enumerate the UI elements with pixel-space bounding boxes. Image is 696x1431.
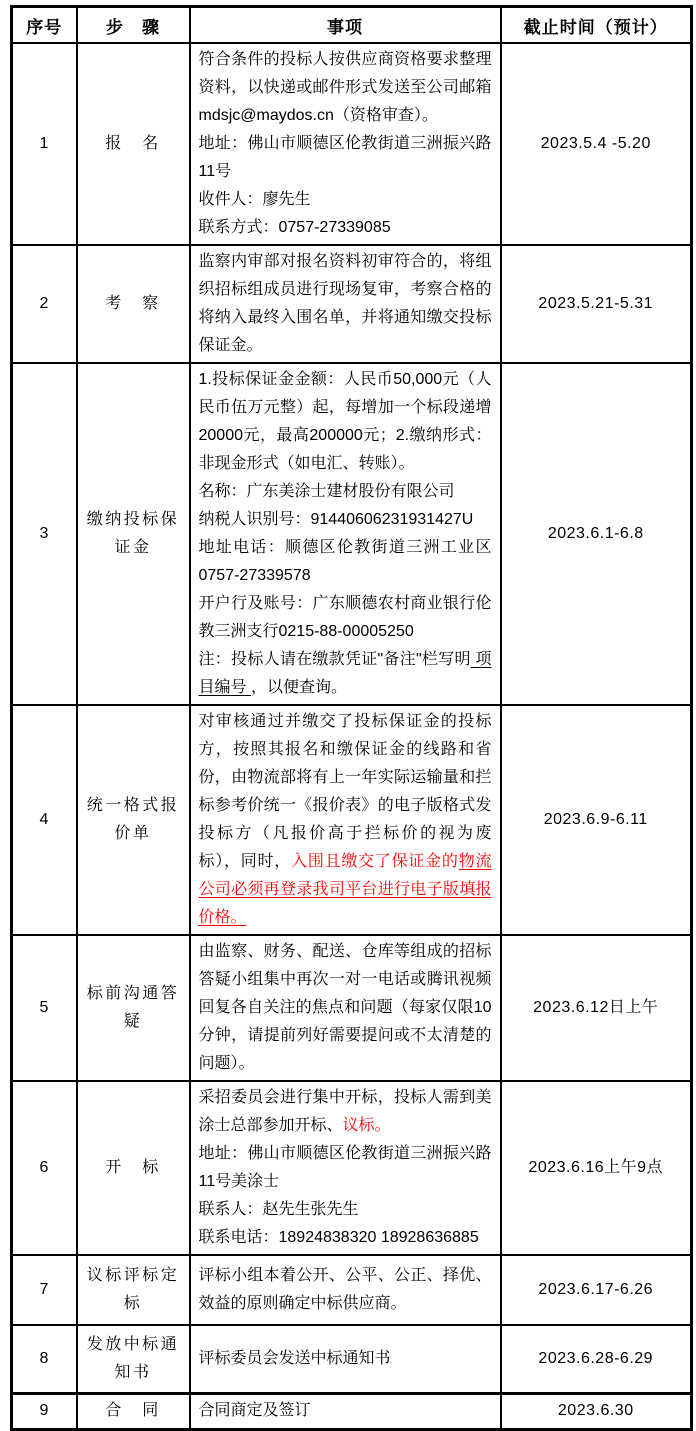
highlighted-text: 议标。 [342,1117,391,1134]
items-cell [190,245,501,363]
table-header-row [12,7,692,44]
item-paragraph [199,186,492,214]
table-row [12,363,692,705]
highlighted-text: 物流公司必须再登录我司平台进行电子版填报价格。 [198,853,492,926]
item-text: 对审核通过并缴交了投标保证金的投标方，按照其报名和缴保证金的线路和省份，由物流部将有上一年实际运输量和拦标参考价统一《报价表》的电子版格式发投标方（凡报价高于拦标价的视为废标），同时， [198,713,492,870]
items-cell [190,935,501,1081]
bidding-schedule-table [10,5,693,1431]
items-cell [190,1255,501,1325]
header-seq: 序号 [12,7,77,44]
step-cell: 缴纳投标保证金 [77,363,190,705]
table-row [12,1255,692,1325]
item-paragraph [199,1196,492,1224]
step-cell: 议标评标定标 [77,1255,190,1325]
table-row [12,43,692,245]
item-text: 项目编号 [198,651,492,696]
seq-cell: 9 [12,1393,77,1429]
item-paragraph [199,366,492,478]
table-row [12,1081,692,1255]
step-cell: 合 同 [77,1393,190,1429]
items-cell [190,363,501,705]
table-row [12,705,692,935]
items-cell [190,43,501,245]
items-cell [190,705,501,935]
seq-cell: 8 [12,1325,77,1393]
step-cell: 考 察 [77,245,190,363]
item-text: 联系人：赵先生张先生 [198,1201,359,1218]
item-paragraph [199,214,492,242]
item-text: 符合条件的投标人按供应商资格要求整理资料，以快递或邮件形式发送至公司邮箱mdsjc@maydos.cn（资格审查）。 [198,51,492,124]
item-text: 采招委员会进行集中开标，投标人需到美涂士总部参加开标、 [198,1089,492,1134]
seq-cell: 5 [12,935,77,1081]
table-row [12,935,692,1081]
deadline-cell: 2023.5.21-5.31 [501,245,692,363]
header-deadline: 截止时间（预计） [501,7,692,44]
step-cell: 标前沟通答疑 [77,935,190,1081]
items-cell [190,1081,501,1255]
item-text: 纳税人识别号：91440606231931427U [198,511,474,528]
seq-cell: 1 [12,43,77,245]
item-paragraph [199,478,492,506]
item-paragraph [199,646,492,702]
deadline-cell: 2023.6.28-6.29 [501,1325,692,1393]
item-text: 联系方式：0757-27339085 [198,219,391,236]
item-text: 合同商定及签订 [198,1402,311,1419]
seq-cell: 4 [12,705,77,935]
item-paragraph [199,1345,492,1373]
item-text: 评标委员会发送中标通知书 [198,1349,391,1367]
item-text: ，以便查询。 [250,679,347,696]
item-text: 联系电话：18924838320 18928636885 [198,1229,479,1246]
item-paragraph [199,130,492,186]
item-paragraph [199,248,492,360]
deadline-cell: 2023.5.4 -5.20 [501,43,692,245]
item-paragraph [199,708,492,932]
items-cell [190,1325,501,1393]
item-text: 开户行及账号：广东顺德农村商业银行伦教三洲支行0215-88-00005250 [198,595,492,640]
item-paragraph [199,1397,492,1425]
table-row [12,245,692,363]
table-row [12,1393,692,1429]
deadline-cell: 2023.6.17-6.26 [501,1255,692,1325]
item-text: 1.投标保证金金额：人民币50,000元（人民币伍万元整）起，每增加一个标段递增20000元，最高200000元；2.缴纳形式：非现金形式（如电汇、转账）。 [198,371,492,472]
item-text: 监察内审部对报名资料初审符合的，将组织招标组成员进行现场复审，考察合格的将纳入最终入围名单，并将通知缴交投标保证金。 [198,253,492,354]
table-body [12,43,692,1429]
item-paragraph [199,938,492,1078]
items-cell [190,1393,501,1429]
item-paragraph [199,506,492,534]
deadline-cell: 2023.6.12日上午 [501,935,692,1081]
item-text: 评标小组本着公开、公平、公正、择优、效益的原则确定中标供应商。 [198,1267,492,1312]
highlighted-text: 入围且缴交了保证金的 [291,853,459,870]
item-paragraph [199,534,492,590]
step-cell: 报 名 [77,43,190,245]
item-paragraph [199,1262,492,1318]
deadline-cell: 2023.6.16上午9点 [501,1081,692,1255]
item-text: 名称：广东美涂士建材股份有限公司 [198,483,455,500]
deadline-cell: 2023.6.9-6.11 [501,705,692,935]
item-text: 由监察、财务、配送、仓库等组成的招标答疑小组集中再次一对一电话或腾讯视频回复各自关注的焦点和问题（每家仅限10分钟，请提前列好需要提问或不太清楚的问题）。 [198,943,492,1072]
deadline-cell: 2023.6.30 [501,1393,692,1429]
header-step: 步 骤 [77,7,190,44]
seq-cell: 7 [12,1255,77,1325]
deadline-cell: 2023.6.1-6.8 [501,363,692,705]
table-row [12,1325,692,1393]
item-paragraph [199,590,492,646]
item-paragraph [199,1140,492,1196]
step-cell: 统一格式报价单 [77,705,190,935]
item-text: 地址：佛山市顺德区伦教街道三洲振兴路11号美涂士 [198,1145,492,1190]
step-cell: 发放中标通知书 [77,1325,190,1393]
step-cell: 开 标 [77,1081,190,1255]
table-header-row-inner [12,7,692,44]
item-paragraph [199,46,492,130]
item-paragraph [199,1224,492,1252]
seq-cell: 6 [12,1081,77,1255]
item-paragraph [199,1084,492,1140]
item-text: 地址：佛山市顺德区伦教街道三洲振兴路11号 [198,135,492,180]
header-items: 事项 [190,7,501,44]
item-text: 注：投标人请在缴款凭证"备注"栏写明 [198,651,471,668]
item-text: 收件人：廖先生 [198,191,311,208]
seq-cell: 2 [12,245,77,363]
seq-cell: 3 [12,363,77,705]
item-text: 地址电话：顺德区伦教街道三洲工业区0757-27339578 [198,539,492,584]
